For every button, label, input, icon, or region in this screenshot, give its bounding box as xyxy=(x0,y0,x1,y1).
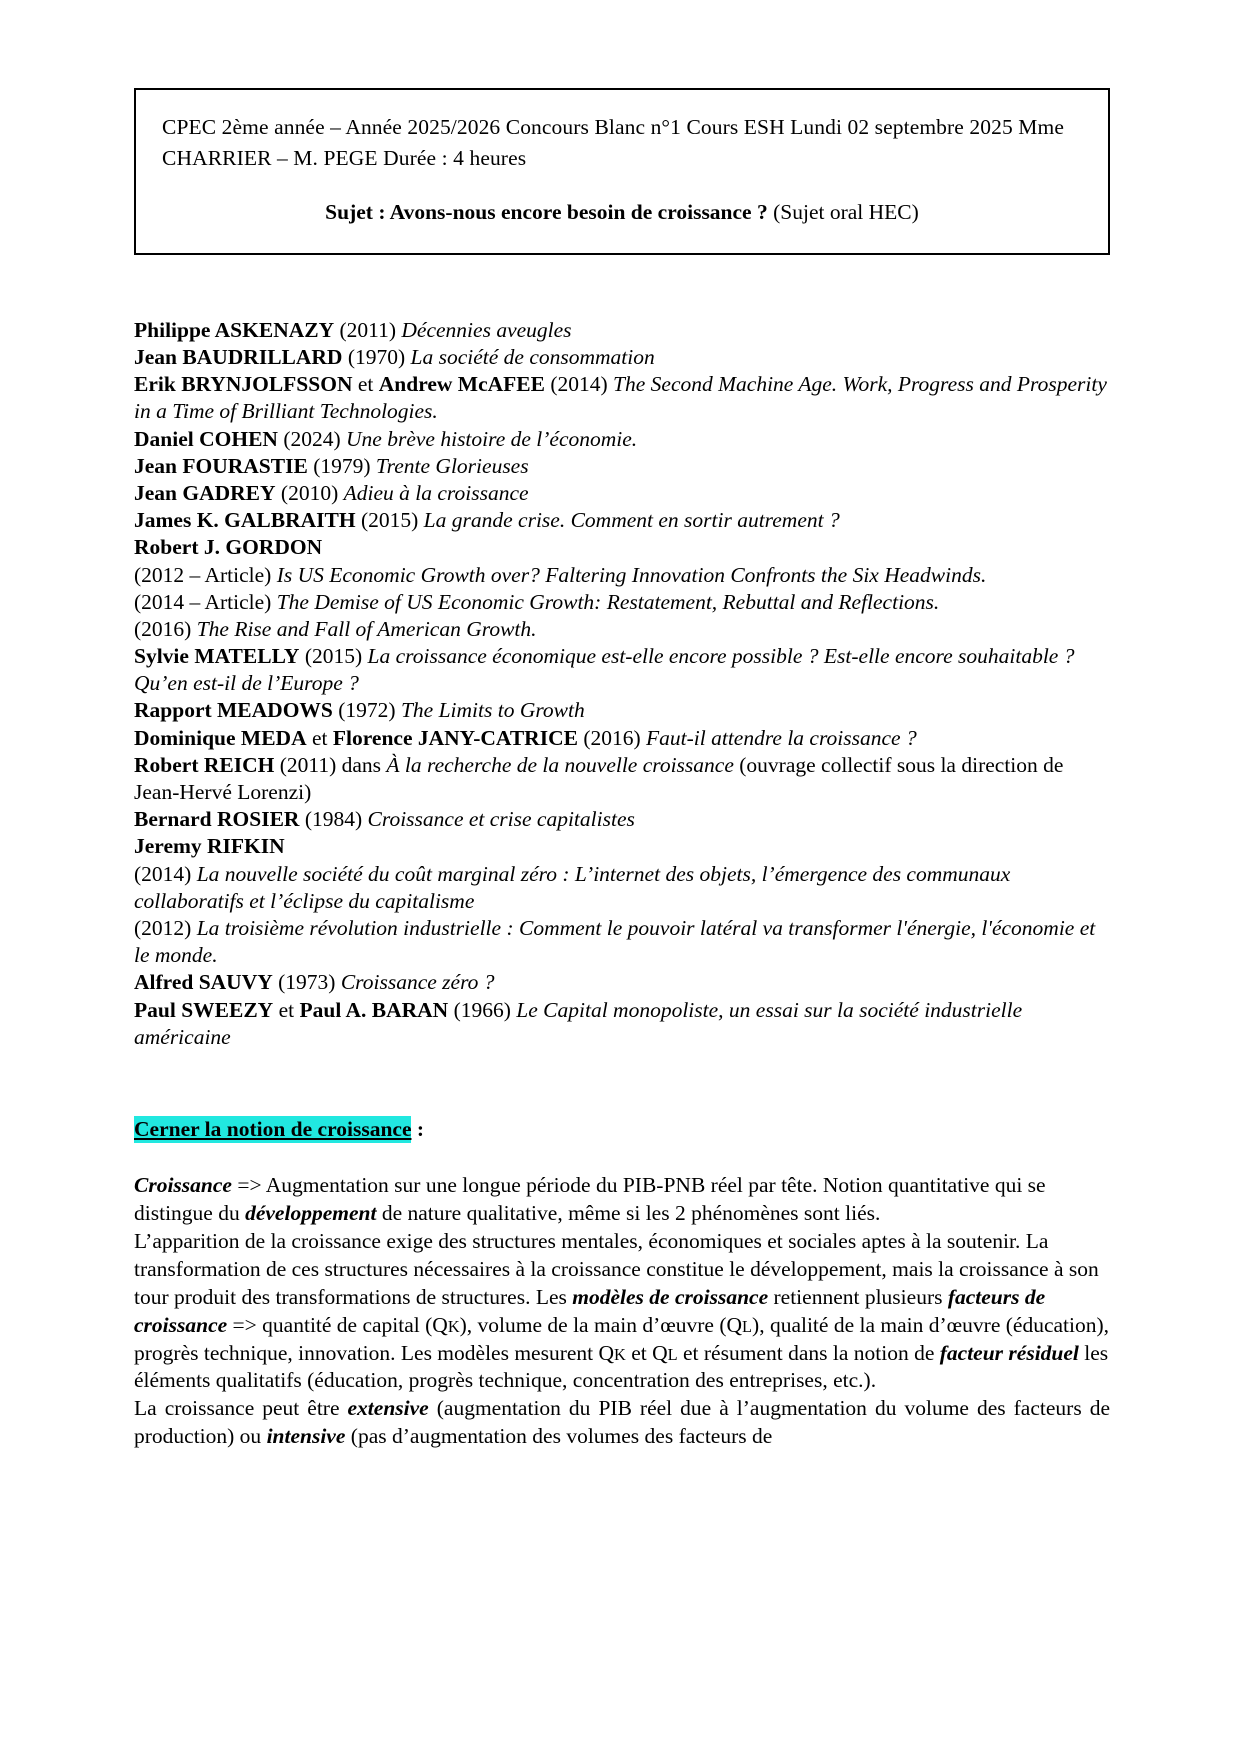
bib-year: (1966) xyxy=(453,997,511,1022)
para2-text-g: et résument dans la notion de xyxy=(677,1340,940,1365)
bib-title: La nouvelle société du coût marginal zéro : L’internet des objets, l’émergence des communaux collaboratifs et l’éclipse du capitalisme xyxy=(134,861,1011,913)
bib-year: (2012 – Article) xyxy=(134,562,272,587)
bib-title: Trente Glorieuses xyxy=(375,453,529,478)
bibliography-entry xyxy=(134,534,1110,561)
bib-author: Alfred SAUVY xyxy=(134,970,273,995)
bib-title: The Demise of US Economic Growth: Restatement, Rebuttal and Reflections. xyxy=(276,589,940,614)
term-extensive: extensive xyxy=(347,1396,429,1421)
bibliography-list xyxy=(134,317,1110,1051)
bibliography-entry xyxy=(134,480,1110,507)
bib-title: Croissance zéro ? xyxy=(340,970,495,995)
bibliography-entry xyxy=(134,833,1110,860)
bib-author: Erik BRYNJOLFSSON xyxy=(134,372,353,397)
bib-author-2: Florence JANY-CATRICE xyxy=(332,725,578,750)
bib-author-2: Paul A. BARAN xyxy=(299,997,449,1022)
section-heading-highlight: Cerner la notion de croissance xyxy=(134,1116,412,1141)
bib-author-2: Andrew McAFEE xyxy=(378,372,545,397)
para2-text-b: retiennent plusieurs xyxy=(768,1284,948,1309)
bib-year: (1972) xyxy=(338,698,396,723)
definition-text-b: de nature qualitative, même si les 2 phénomènes sont liés. xyxy=(376,1200,881,1225)
subscript-k-2: K xyxy=(614,1344,626,1364)
bibliography-entry xyxy=(134,697,1110,724)
bib-title: La société de consommation xyxy=(410,345,655,370)
subject-label: Sujet : Avons-nous encore besoin de croissance ? xyxy=(325,199,768,224)
bib-title: Croissance et crise capitalistes xyxy=(367,807,635,832)
bib-year: (1970) xyxy=(347,345,406,370)
bib-author: Philippe ASKENAZY xyxy=(134,317,335,342)
paragraph-definition xyxy=(134,1172,1110,1228)
bib-author: Robert REICH xyxy=(134,752,275,777)
bibliography-entry xyxy=(134,371,1110,425)
bib-title: Is US Economic Growth over? Faltering Innovation Confronts the Six Headwinds. xyxy=(276,562,987,587)
definition-text-a: => Augmentation sur une longue période du PIB-PNB réel par tête. Notion quantitative qui se distingue du xyxy=(134,1172,1046,1225)
bib-title: Une brève histoire de l’économie. xyxy=(346,426,638,451)
bib-author: Jean FOURASTIE xyxy=(134,453,308,478)
bib-title: Le Capital monopoliste, un essai sur la société industrielle américaine xyxy=(134,997,1023,1049)
bib-title: Adieu à la croissance xyxy=(343,480,529,505)
para2-text-h: les éléments qualitatifs (éducation, progrès technique, concentration des entreprises, etc.). xyxy=(134,1340,1109,1393)
bib-pretitle: dans xyxy=(341,752,382,777)
bib-title: Faut-il attendre la croissance ? xyxy=(646,725,917,750)
bibliography-entry xyxy=(134,969,1110,996)
bib-author: Bernard ROSIER xyxy=(134,807,300,832)
para2-text-d: ), volume de la main d’œuvre (Q xyxy=(459,1312,743,1337)
bib-year: (2014) xyxy=(134,861,192,886)
subscript-k: K xyxy=(447,1316,460,1336)
bibliography-entry xyxy=(134,344,1110,371)
header-subject-line xyxy=(162,197,1082,227)
para3-text-b: (augmentation du PIB réel due à l’augmentation du volume des facteurs de production) ou xyxy=(134,1396,1110,1449)
bib-title: La grande crise. Comment en sortir autrement ? xyxy=(423,508,840,533)
subscript-l: L xyxy=(742,1316,753,1336)
bib-title: La troisième révolution industrielle : Comment le pouvoir latéral va transformer l'énergie, l'économie et le monde. xyxy=(134,915,1096,968)
bib-year: (2010) xyxy=(280,480,339,505)
bibliography-entry xyxy=(134,861,1110,915)
bib-year: (1979) xyxy=(313,453,371,478)
bib-year: (2011) xyxy=(339,317,397,342)
bib-year: (1973) xyxy=(278,970,336,995)
term-facteur-residuel: facteur résiduel xyxy=(939,1340,1079,1365)
body-content xyxy=(134,1172,1110,1451)
para2-text-f: et Q xyxy=(625,1340,668,1365)
bib-author: Paul SWEEZY xyxy=(134,997,274,1022)
para3-text-c: (pas d’augmentation des volumes des facteurs de xyxy=(345,1424,773,1449)
header-box xyxy=(134,88,1110,255)
bib-year: (2015) xyxy=(304,644,363,669)
bib-title: Décennies aveugles xyxy=(401,317,572,342)
para3-text-a: La croissance peut être xyxy=(134,1396,348,1421)
bib-author: Jean GADREY xyxy=(134,480,276,505)
bib-author: James K. GALBRAITH xyxy=(134,508,356,533)
bib-author: Jean BAUDRILLARD xyxy=(134,345,343,370)
bib-conjunction: et xyxy=(357,372,374,397)
bibliography-entry xyxy=(134,752,1110,806)
bibliography-entry xyxy=(134,507,1110,534)
bibliography-entry xyxy=(134,643,1110,697)
bib-year: (2014) xyxy=(550,372,608,397)
section-heading xyxy=(134,1117,1116,1142)
bib-title: The Rise and Fall of American Growth. xyxy=(196,616,537,641)
bibliography-entry xyxy=(134,453,1110,480)
subscript-l-2: L xyxy=(667,1344,678,1364)
bib-author: Robert J. GORDON xyxy=(134,535,323,560)
bib-tail: (ouvrage collectif sous la direction de Jean-Hervé Lorenzi) xyxy=(134,752,1064,805)
term-developpement: développement xyxy=(245,1200,377,1225)
bib-title: The Second Machine Age. Work, Progress and Prosperity in a Time of Brilliant Technologies. xyxy=(134,372,1107,424)
bibliography-entry xyxy=(134,806,1110,833)
bibliography-entry xyxy=(134,915,1110,969)
bib-year: (2016) xyxy=(583,725,641,750)
header-course-line: CPEC 2ème année – Année 2025/2026 Concours Blanc n°1 Cours ESH Lundi 02 septembre 2025 Mme CHARRIER – M. PEGE Durée : 4 heures xyxy=(162,115,1064,171)
term-modeles-croissance: modèles de croissance xyxy=(572,1284,769,1309)
bib-year: (2012) xyxy=(134,915,192,940)
bib-author: Rapport MEADOWS xyxy=(134,698,333,723)
bib-author: Jeremy RIFKIN xyxy=(134,834,285,859)
bib-author: Dominique MEDA xyxy=(134,725,307,750)
bibliography-entry xyxy=(134,997,1110,1051)
para2-text-c: => quantité de capital (Q xyxy=(227,1312,448,1337)
paragraph-extensive-intensive xyxy=(134,1395,1110,1451)
bib-conjunction: et xyxy=(278,997,295,1022)
bib-year: (1984) xyxy=(304,807,363,832)
bib-author: Daniel COHEN xyxy=(134,426,278,451)
bib-year: (2024) xyxy=(283,426,341,451)
paragraph-structures xyxy=(134,1228,1110,1396)
bibliography-entry xyxy=(134,616,1110,643)
subject-note-text: (Sujet oral HEC) xyxy=(773,199,919,224)
bib-year: (2016) xyxy=(134,616,192,641)
bibliography-entry xyxy=(134,725,1110,752)
bib-year: (2011) xyxy=(279,752,337,777)
bibliography-entry xyxy=(134,317,1110,344)
bibliography-entry xyxy=(134,562,1110,589)
bib-author: Sylvie MATELLY xyxy=(134,644,300,669)
term-intensive: intensive xyxy=(266,1424,346,1449)
para2-text-e: ), qualité de la main d’œuvre (éducation), progrès technique, innovation. Les modèles mesurent Q xyxy=(134,1312,1110,1365)
bib-year: (2014 – Article) xyxy=(134,589,272,614)
bib-year: (2015) xyxy=(360,508,419,533)
bibliography-entry xyxy=(134,589,1110,616)
bib-title: The Limits to Growth xyxy=(400,698,585,723)
section-heading-colon: : xyxy=(411,1116,425,1141)
bib-conjunction: et xyxy=(311,725,328,750)
bibliography-entry xyxy=(134,426,1110,453)
bib-title: La croissance économique est-elle encore possible ? Est-elle encore souhaitable ? Qu’en est-il de l’Europe ? xyxy=(134,644,1075,696)
bib-title: À la recherche de la nouvelle croissance xyxy=(386,752,734,777)
term-croissance: Croissance xyxy=(134,1172,232,1197)
para2-text-a: L’apparition de la croissance exige des structures mentales, économiques et sociales aptes à la soutenir. La transformation de ces structures nécessaires à la croissance constitue le développement, mais la croissance à son tour produit des transformations de structures. Les xyxy=(134,1228,1099,1309)
term-facteurs-croissance: facteurs de croissance xyxy=(134,1284,1046,1337)
